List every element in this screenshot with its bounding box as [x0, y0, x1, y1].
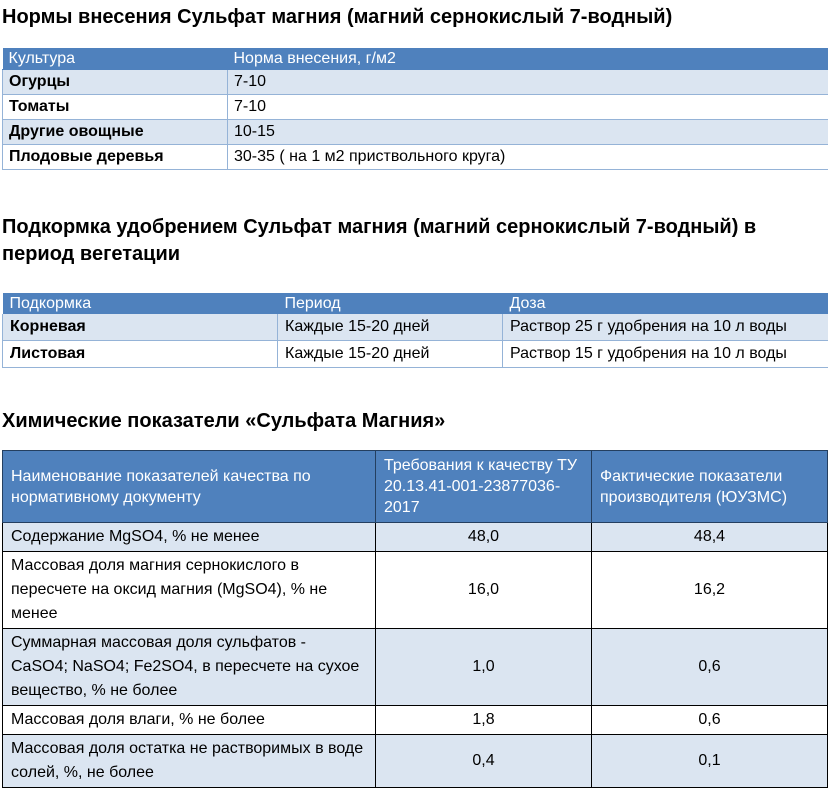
actual-cell: 0,6 — [592, 706, 828, 735]
indicator-cell: Массовая доля влаги, % не более — [3, 706, 376, 735]
column-header-actual: Фактические показатели производителя (ЮУЗМС) — [592, 451, 828, 523]
section1-title: Нормы внесения Сульфат магния (магний сернокислый 7-водный) — [2, 6, 673, 28]
table-row — [3, 629, 828, 706]
indicator-cell: Суммарная массовая доля сульфатов - CaSO4; NaSO4; Fe2SO4, в пересчете на сухое вещество, % не более — [3, 629, 376, 706]
table-row — [3, 314, 829, 341]
crop-cell: Огурцы — [3, 70, 228, 95]
table-header-row — [3, 48, 829, 70]
section3-title: Химические показатели «Сульфата Магния» — [2, 410, 446, 432]
table-header-row — [3, 293, 829, 314]
indicator-cell: Массовая доля остатка не растворимых в воде солей, %, не более — [3, 735, 376, 788]
indicator-cell: Содержание MgSO4, % не менее — [3, 523, 376, 552]
table-row — [3, 145, 829, 170]
requirement-cell: 0,4 — [376, 735, 592, 788]
actual-cell: 0,6 — [592, 629, 828, 706]
actual-cell: 48,4 — [592, 523, 828, 552]
column-header-indicator: Наименование показателей качества по нормативному документу — [3, 451, 376, 523]
rate-cell: 10-15 — [228, 120, 829, 145]
requirement-cell: 1,8 — [376, 706, 592, 735]
column-header-crop: Культура — [3, 48, 228, 70]
feeding-schedule-table — [2, 293, 828, 368]
requirement-cell: 16,0 — [376, 552, 592, 629]
column-header-feeding: Подкормка — [3, 293, 278, 314]
crop-cell: Другие овощные — [3, 120, 228, 145]
period-cell: Каждые 15-20 дней — [278, 314, 503, 341]
feeding-type-cell: Листовая — [3, 341, 278, 368]
crop-cell: Томаты — [3, 95, 228, 120]
table-row — [3, 552, 828, 629]
feeding-type-cell: Корневая — [3, 314, 278, 341]
column-header-requirement: Требования к качеству ТУ 20.13.41-001-23877036-2017 — [376, 451, 592, 523]
actual-cell: 16,2 — [592, 552, 828, 629]
dose-cell: Раствор 15 г удобрения на 10 л воды — [503, 341, 829, 368]
crop-cell: Плодовые деревья — [3, 145, 228, 170]
table-row — [3, 341, 829, 368]
rate-cell: 7-10 — [228, 70, 829, 95]
table-row — [3, 95, 829, 120]
rate-cell: 7-10 — [228, 95, 829, 120]
column-header-period: Период — [278, 293, 503, 314]
section2-title: Подкормка удобрением Сульфат магния (магний сернокислый 7-водный) в период вегетации — [2, 216, 757, 265]
chemical-properties-table — [2, 450, 828, 788]
table-row — [3, 120, 829, 145]
requirement-cell: 48,0 — [376, 523, 592, 552]
column-header-rate: Норма внесения, г/м2 — [228, 48, 829, 70]
application-rates-table — [2, 48, 828, 170]
table-row — [3, 706, 828, 735]
indicator-cell: Массовая доля магния сернокислого в пересчете на оксид магния (MgSO4), % не менее — [3, 552, 376, 629]
actual-cell: 0,1 — [592, 735, 828, 788]
rate-cell: 30-35 ( на 1 м2 приствольного круга) — [228, 145, 829, 170]
column-header-dose: Доза — [503, 293, 829, 314]
table-row — [3, 523, 828, 552]
table-row — [3, 735, 828, 788]
table-row — [3, 70, 829, 95]
table-header-row — [3, 451, 828, 523]
dose-cell: Раствор 25 г удобрения на 10 л воды — [503, 314, 829, 341]
period-cell: Каждые 15-20 дней — [278, 341, 503, 368]
requirement-cell: 1,0 — [376, 629, 592, 706]
